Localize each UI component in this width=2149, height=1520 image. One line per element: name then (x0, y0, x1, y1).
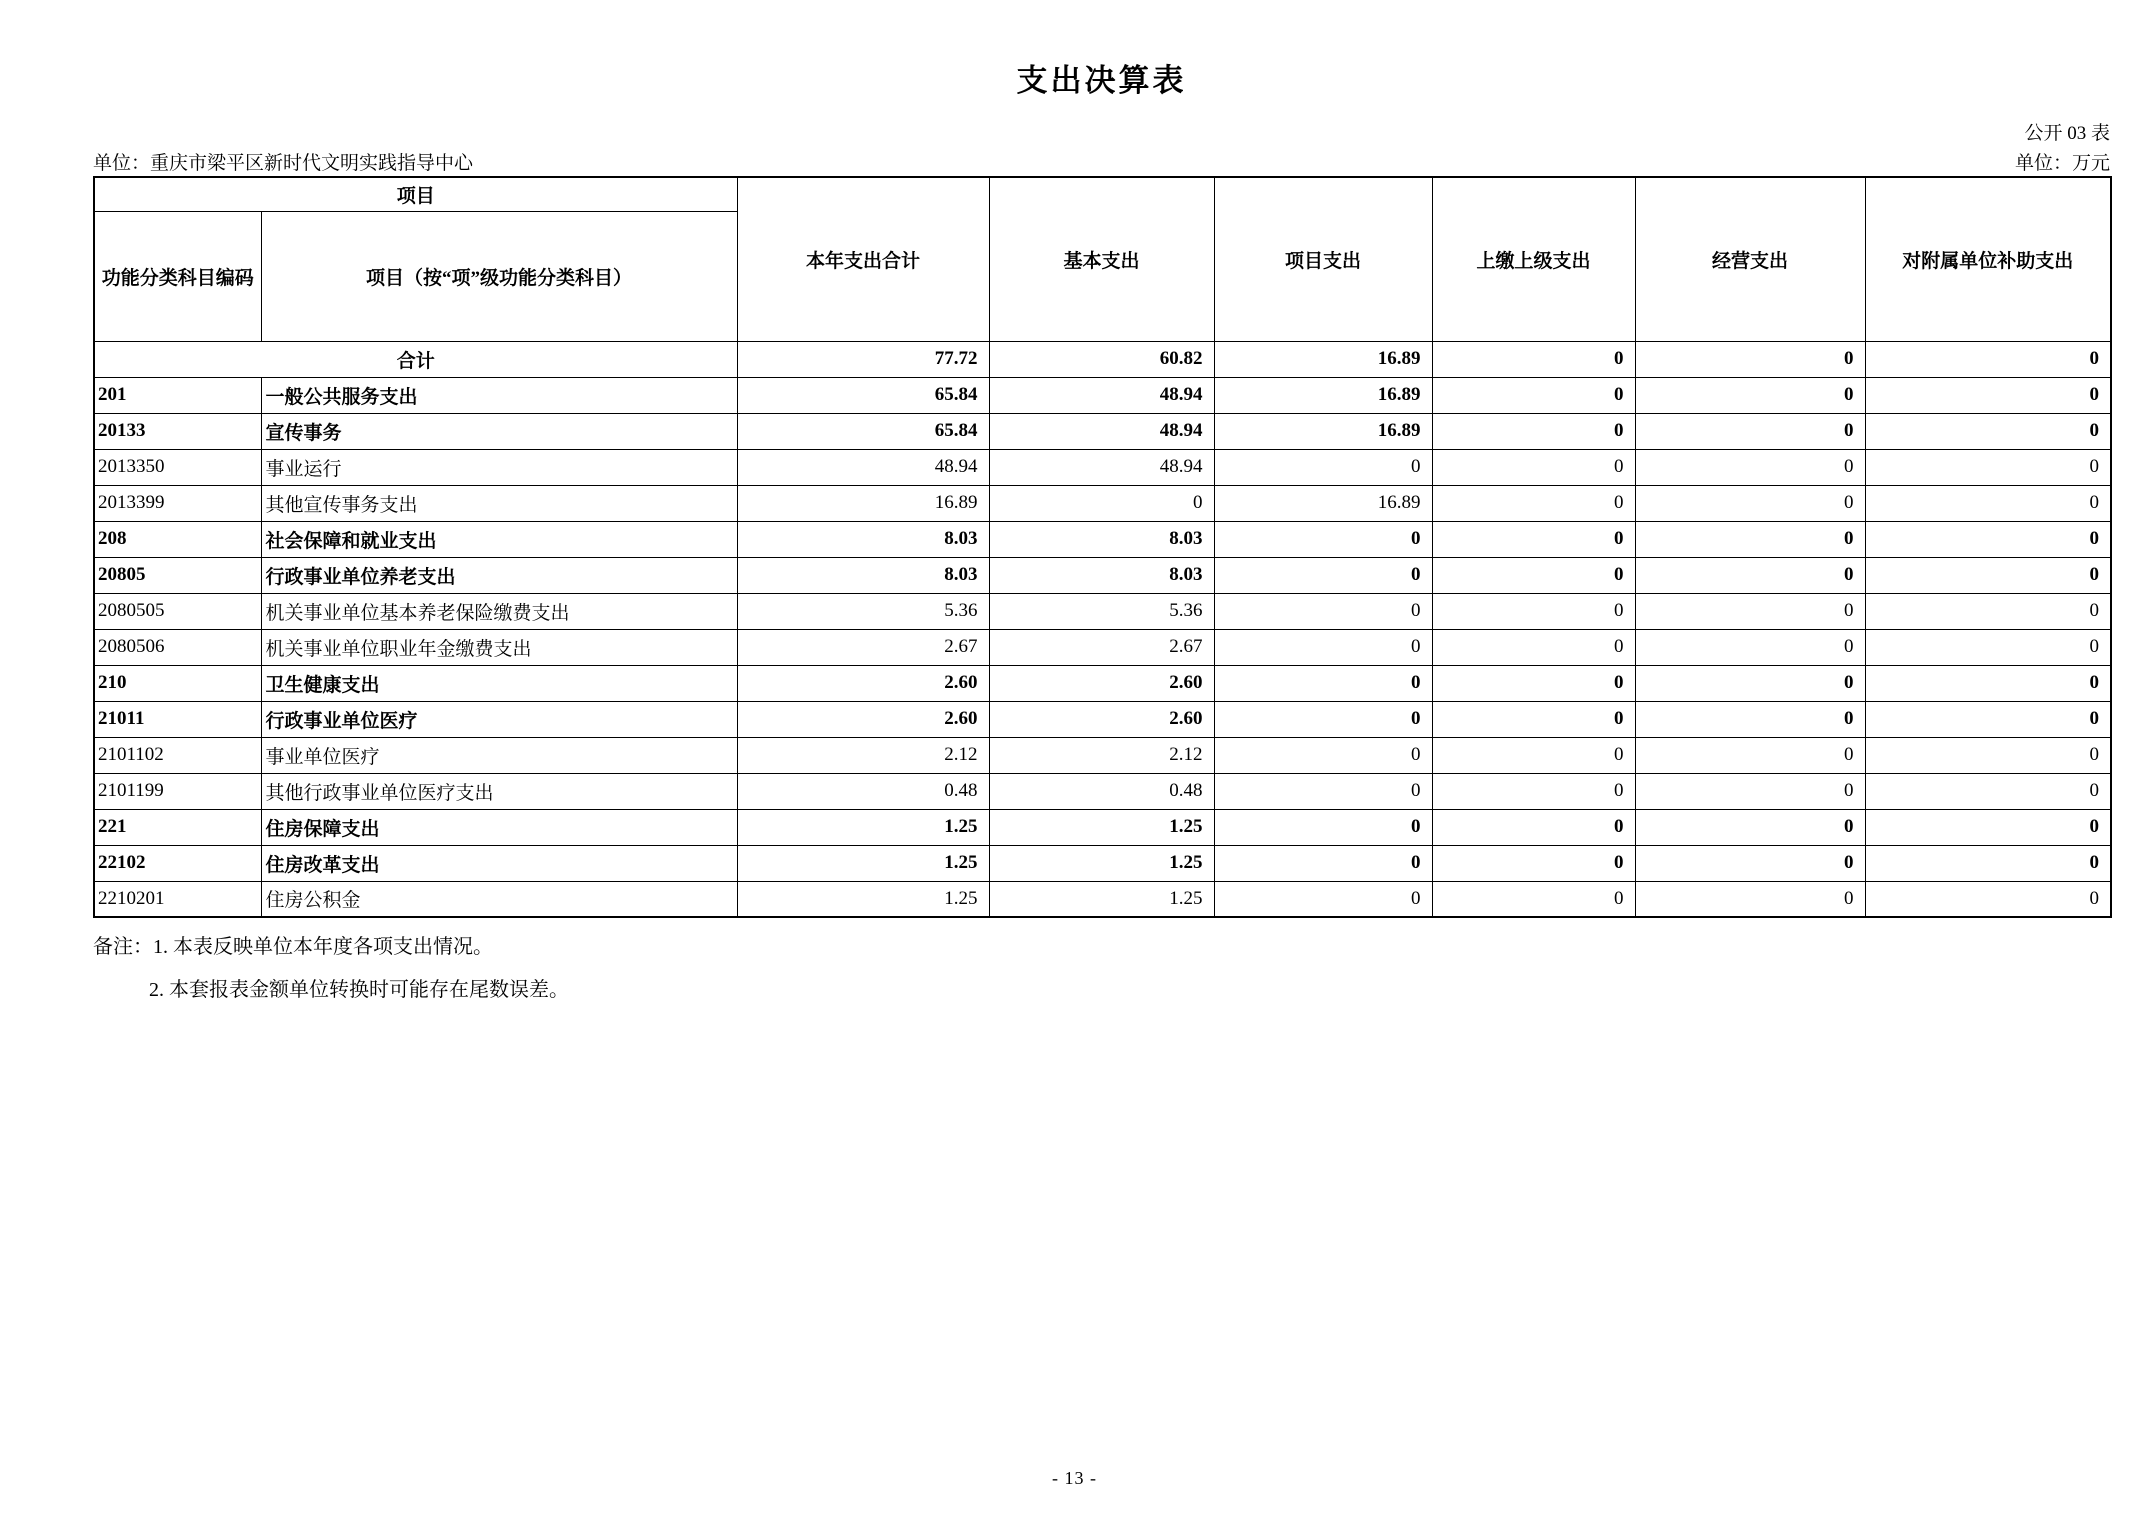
org-unit-label: 单位：重庆市梁平区新时代文明实践指导中心 (93, 153, 474, 174)
row-value-basic: 60.82 (989, 341, 1214, 377)
table-row (94, 773, 2111, 809)
row-value-project: 0 (1214, 737, 1432, 773)
row-value-operating: 0 (1635, 737, 1865, 773)
row-code: 221 (94, 809, 261, 845)
footnote-line-2: 2. 本套报表金额单位转换时可能存在尾数误差。 (149, 979, 569, 1001)
row-value-basic: 5.36 (989, 593, 1214, 629)
row-value-upper: 0 (1432, 413, 1635, 449)
row-value-total: 0.48 (737, 773, 989, 809)
row-value-subsidy: 0 (1865, 449, 2111, 485)
page-title: 支出决算表 (1016, 63, 1187, 98)
table-row (94, 377, 2111, 413)
table-row (94, 521, 2111, 557)
row-value-basic: 48.94 (989, 449, 1214, 485)
row-total-label: 合计 (94, 341, 737, 377)
row-value-total: 48.94 (737, 449, 989, 485)
row-value-upper: 0 (1432, 557, 1635, 593)
row-value-operating: 0 (1635, 449, 1865, 485)
row-value-upper: 0 (1432, 521, 1635, 557)
row-item-name: 住房保障支出 (261, 809, 737, 845)
row-value-subsidy: 0 (1865, 845, 2111, 881)
row-item-name: 行政事业单位医疗 (261, 701, 737, 737)
row-value-project: 16.89 (1214, 377, 1432, 413)
row-value-subsidy: 0 (1865, 413, 2111, 449)
row-value-basic: 2.60 (989, 701, 1214, 737)
row-value-subsidy: 0 (1865, 341, 2111, 377)
row-code: 20133 (94, 413, 261, 449)
row-value-operating: 0 (1635, 341, 1865, 377)
row-item-name: 住房改革支出 (261, 845, 737, 881)
table-row (94, 809, 2111, 845)
table-row (94, 449, 2111, 485)
header-basic-column: 基本支出 (989, 177, 1214, 341)
row-code: 2013350 (94, 449, 261, 485)
row-value-basic: 1.25 (989, 881, 1214, 917)
footnotes (93, 930, 569, 1002)
row-value-project: 0 (1214, 809, 1432, 845)
row-code: 22102 (94, 845, 261, 881)
row-value-upper: 0 (1432, 845, 1635, 881)
table-row (94, 485, 2111, 521)
row-value-subsidy: 0 (1865, 629, 2111, 665)
row-value-basic: 8.03 (989, 557, 1214, 593)
row-value-project: 0 (1214, 557, 1432, 593)
row-value-total: 1.25 (737, 845, 989, 881)
row-value-operating: 0 (1635, 665, 1865, 701)
row-value-upper: 0 (1432, 773, 1635, 809)
header-row-group (94, 177, 2111, 211)
expenditure-table (93, 176, 2112, 918)
row-value-operating: 0 (1635, 413, 1865, 449)
row-value-basic: 48.94 (989, 413, 1214, 449)
row-value-operating: 0 (1635, 629, 1865, 665)
row-value-basic: 8.03 (989, 521, 1214, 557)
header-project-column: 项目支出 (1214, 177, 1432, 341)
row-value-upper: 0 (1432, 701, 1635, 737)
row-value-project: 0 (1214, 845, 1432, 881)
row-value-upper: 0 (1432, 485, 1635, 521)
row-code: 2013399 (94, 485, 261, 521)
row-item-name: 事业运行 (261, 449, 737, 485)
footnote-line-1: 备注：1. 本表反映单位本年度各项支出情况。 (93, 936, 493, 958)
row-value-operating: 0 (1635, 881, 1865, 917)
table-row (94, 341, 2111, 377)
row-item-name: 宣传事务 (261, 413, 737, 449)
header-subsidy-column: 对附属单位补助支出 (1865, 177, 2111, 341)
row-value-upper: 0 (1432, 377, 1635, 413)
table-row (94, 629, 2111, 665)
row-value-basic: 2.12 (989, 737, 1214, 773)
row-value-operating: 0 (1635, 593, 1865, 629)
row-value-subsidy: 0 (1865, 521, 2111, 557)
row-value-project: 0 (1214, 629, 1432, 665)
row-value-basic: 0 (989, 485, 1214, 521)
row-value-basic: 2.60 (989, 665, 1214, 701)
header-project-group: 项目 (94, 177, 737, 211)
row-item-name: 住房公积金 (261, 881, 737, 917)
row-value-total: 2.67 (737, 629, 989, 665)
table-body (94, 341, 2111, 917)
table-row (94, 737, 2111, 773)
row-value-total: 65.84 (737, 413, 989, 449)
row-value-project: 16.89 (1214, 341, 1432, 377)
row-item-name: 卫生健康支出 (261, 665, 737, 701)
table-code-label: 公开 03 表 (2024, 123, 2110, 144)
row-value-basic: 1.25 (989, 809, 1214, 845)
row-value-operating: 0 (1635, 701, 1865, 737)
row-value-basic: 0.48 (989, 773, 1214, 809)
row-item-name: 一般公共服务支出 (261, 377, 737, 413)
table-row (94, 557, 2111, 593)
row-value-subsidy: 0 (1865, 737, 2111, 773)
row-item-name: 事业单位医疗 (261, 737, 737, 773)
row-item-name: 机关事业单位基本养老保险缴费支出 (261, 593, 737, 629)
row-value-total: 2.12 (737, 737, 989, 773)
row-value-total: 16.89 (737, 485, 989, 521)
row-value-upper: 0 (1432, 593, 1635, 629)
row-value-subsidy: 0 (1865, 773, 2111, 809)
row-code: 2210201 (94, 881, 261, 917)
row-item-name: 其他行政事业单位医疗支出 (261, 773, 737, 809)
row-value-upper: 0 (1432, 665, 1635, 701)
row-value-project: 0 (1214, 593, 1432, 629)
row-item-name: 其他宣传事务支出 (261, 485, 737, 521)
header-item-column: 项目（按“项”级功能分类科目） (261, 211, 737, 341)
row-value-project: 0 (1214, 881, 1432, 917)
row-value-project: 0 (1214, 701, 1432, 737)
row-value-subsidy: 0 (1865, 701, 2111, 737)
row-value-operating: 0 (1635, 809, 1865, 845)
row-code: 2080505 (94, 593, 261, 629)
table-row (94, 881, 2111, 917)
row-value-total: 8.03 (737, 557, 989, 593)
row-value-project: 0 (1214, 449, 1432, 485)
row-value-basic: 2.67 (989, 629, 1214, 665)
row-code: 210 (94, 665, 261, 701)
table-row (94, 593, 2111, 629)
row-value-total: 65.84 (737, 377, 989, 413)
row-value-subsidy: 0 (1865, 881, 2111, 917)
row-value-subsidy: 0 (1865, 593, 2111, 629)
header-upper-column: 上缴上级支出 (1432, 177, 1635, 341)
row-value-total: 5.36 (737, 593, 989, 629)
meta-line (93, 148, 2110, 175)
currency-unit-label: 单位：万元 (2014, 153, 2110, 174)
header-code-column: 功能分类科目编码 (94, 211, 261, 341)
row-value-basic: 1.25 (989, 845, 1214, 881)
row-value-subsidy: 0 (1865, 809, 2111, 845)
row-item-name: 机关事业单位职业年金缴费支出 (261, 629, 737, 665)
row-value-subsidy: 0 (1865, 665, 2111, 701)
row-value-project: 0 (1214, 521, 1432, 557)
row-item-name: 社会保障和就业支出 (261, 521, 737, 557)
row-value-project: 16.89 (1214, 485, 1432, 521)
row-value-total: 8.03 (737, 521, 989, 557)
row-value-total: 77.72 (737, 341, 989, 377)
row-item-name: 行政事业单位养老支出 (261, 557, 737, 593)
row-value-subsidy: 0 (1865, 377, 2111, 413)
row-value-total: 1.25 (737, 881, 989, 917)
row-value-operating: 0 (1635, 485, 1865, 521)
row-value-basic: 48.94 (989, 377, 1214, 413)
row-code: 2080506 (94, 629, 261, 665)
row-value-subsidy: 0 (1865, 485, 2111, 521)
row-value-upper: 0 (1432, 341, 1635, 377)
row-code: 2101199 (94, 773, 261, 809)
table-header (94, 177, 2111, 341)
row-value-upper: 0 (1432, 449, 1635, 485)
row-value-operating: 0 (1635, 845, 1865, 881)
row-value-upper: 0 (1432, 629, 1635, 665)
row-value-operating: 0 (1635, 521, 1865, 557)
table-row (94, 845, 2111, 881)
row-value-upper: 0 (1432, 737, 1635, 773)
header-total-column: 本年支出合计 (737, 177, 989, 341)
table-row (94, 413, 2111, 449)
table-row (94, 665, 2111, 701)
row-value-upper: 0 (1432, 881, 1635, 917)
page-number: - 13 - (1052, 1468, 1097, 1488)
row-value-total: 2.60 (737, 701, 989, 737)
table-row (94, 701, 2111, 737)
row-value-operating: 0 (1635, 377, 1865, 413)
row-value-operating: 0 (1635, 773, 1865, 809)
row-value-project: 16.89 (1214, 413, 1432, 449)
row-value-total: 2.60 (737, 665, 989, 701)
row-code: 20805 (94, 557, 261, 593)
row-value-project: 0 (1214, 773, 1432, 809)
row-value-operating: 0 (1635, 557, 1865, 593)
row-code: 201 (94, 377, 261, 413)
row-code: 21011 (94, 701, 261, 737)
row-value-upper: 0 (1432, 809, 1635, 845)
row-value-total: 1.25 (737, 809, 989, 845)
header-operating-column: 经营支出 (1635, 177, 1865, 341)
row-code: 208 (94, 521, 261, 557)
row-value-project: 0 (1214, 665, 1432, 701)
row-code: 2101102 (94, 737, 261, 773)
row-value-subsidy: 0 (1865, 557, 2111, 593)
